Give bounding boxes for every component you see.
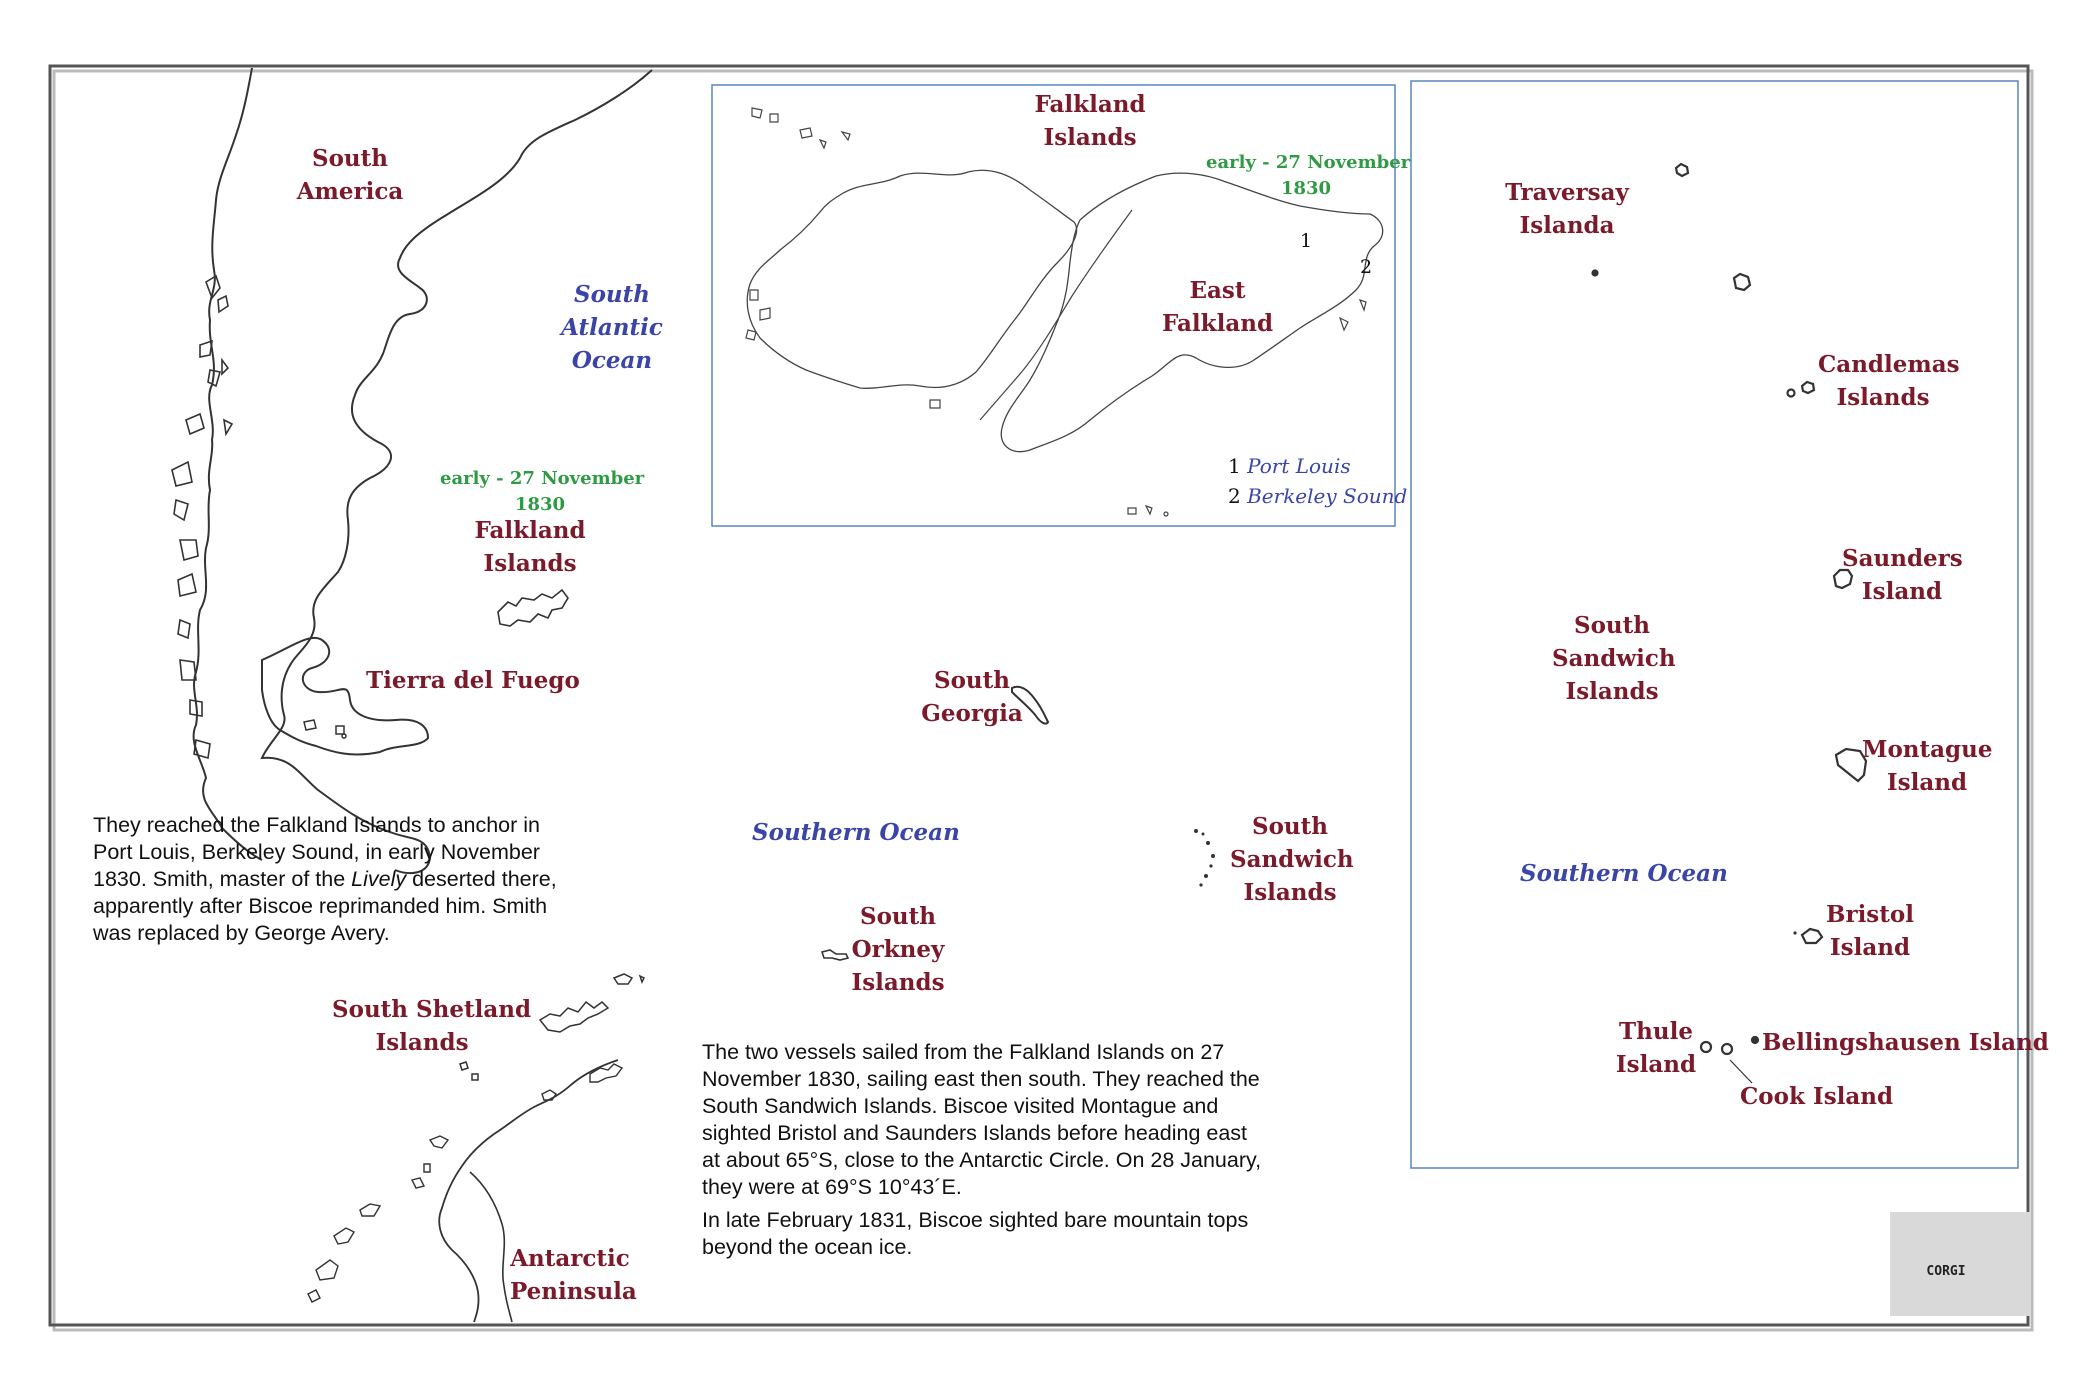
legend-item-berkeley-sound [1228, 481, 1407, 511]
bristol-line-2: Island [1829, 934, 1911, 961]
falkland-main-line-2: Islands [483, 550, 577, 577]
east-falkland-line-2: Falkland [1161, 310, 1274, 337]
falkland-inset-line-2: Islands [1043, 124, 1137, 151]
falklands-narrative-paragraph [93, 812, 563, 947]
label-south-sandwich-inset [1552, 609, 1676, 708]
chile-coast [194, 68, 262, 860]
traversay-dot [1593, 271, 1598, 276]
falkland-main-line-1: Falkland [474, 517, 586, 544]
label-southern-ocean-main [752, 816, 960, 849]
sandwich-dots-main [1194, 829, 1215, 887]
falklands-date-inset-line-1: early - 27 November [1206, 152, 1411, 173]
south-sandwich-inset-line-2: Sandwich [1552, 645, 1676, 672]
south-atlantic-line-3: Ocean [571, 347, 653, 374]
corgi-logo-background [1890, 1212, 2031, 1316]
falklands-small-shape [498, 590, 568, 626]
south-orkney-line-2: Orkney [851, 936, 945, 963]
south-shetland-line-1: South Shetland [332, 996, 532, 1023]
label-montague [1862, 733, 1992, 799]
fuego-islets [304, 720, 346, 738]
south-orkney-line-3: Islands [851, 969, 945, 996]
south-atlantic-line-2: Atlantic [561, 314, 663, 341]
label-bristol [1810, 898, 1930, 964]
candlemas-line-2: Islands [1836, 384, 1930, 411]
candlemas-line-1: Candlemas [1818, 351, 1960, 378]
label-south-america [290, 142, 410, 208]
south-orkney-line-1: South [859, 903, 937, 930]
sandwich-inset-border [1411, 81, 2049, 1168]
south-atlantic-line-1: South [573, 281, 651, 308]
legend-num-1: 1 [1228, 454, 1241, 478]
label-south-atlantic-ocean [552, 278, 672, 377]
south-america-line-1: South [311, 145, 389, 172]
southern-ocean-main-text: Southern Ocean [752, 819, 960, 846]
cook-island-text: Cook Island [1740, 1083, 1894, 1110]
zavodovski-island [1676, 164, 1688, 176]
label-thule [1606, 1015, 1706, 1081]
label-south-shetland [332, 993, 532, 1059]
falklands-date-inset-line-2: 1830 [1280, 178, 1332, 199]
legend-num-2: 2 [1228, 484, 1241, 508]
label-candlemas [1818, 348, 1960, 414]
label-south-georgia [912, 664, 1032, 730]
label-south-orkney [838, 900, 958, 999]
peninsula-east-coast [470, 1172, 512, 1322]
tierra-del-fuego-text: Tierra del Fuego [366, 667, 580, 694]
falklands-date-inset [1206, 150, 1411, 202]
voyage-paragraph: The two vessels sailed from the Falkland Islands on 27 November 1830, sailing east then south. They reached the South Sandwich Islands. Biscoe visited Montague and sighted Bristol and Saunders Islands before heading east at about 65°S, close to the Antarctic Circle. On 28 January, they were at 69°S 10°43´E. [702, 1040, 1262, 1199]
falklands-date-main-line-1: early - 27 November [440, 468, 645, 489]
label-tierra-del-fuego [366, 664, 580, 697]
falklands-text-ship-name: Lively [351, 867, 407, 891]
montague-line-2: Island [1886, 769, 1968, 796]
antarctic-peninsula-line-2: Peninsula [510, 1278, 637, 1305]
falklands-date-main [440, 466, 645, 518]
voyage-narrative [702, 1039, 1262, 1267]
bristol-line-1: Bristol [1826, 901, 1914, 928]
cook-island [1722, 1044, 1732, 1054]
label-falkland-islands-inset [1030, 88, 1150, 154]
leskov-island [1734, 274, 1750, 290]
south-shetland-line-2: Islands [375, 1029, 469, 1056]
label-south-sandwich-main [1230, 810, 1354, 909]
thule-line-1: Thule [1619, 1018, 1693, 1045]
south-sandwich-inset-line-3: Islands [1565, 678, 1659, 705]
montague-line-1: Montague [1862, 736, 1993, 763]
west-falkland-coast [747, 170, 1076, 388]
east-falkland-line-1: East [1189, 277, 1246, 304]
falklands-date-main-line-2: 1830 [514, 494, 566, 515]
south-sandwich-main-line-2: Sandwich [1230, 846, 1354, 873]
south-sandwich-main-line-3: Islands [1243, 879, 1337, 906]
marker-berkeley-sound: 2 [1360, 256, 1373, 278]
label-antarctic-peninsula [510, 1242, 637, 1308]
label-saunders [1842, 542, 1962, 608]
falklands-text-before: They reached the Falkland Islands to anchor in Port Louis, Berkeley Sound, in early November 1830. Smith, master of the [93, 813, 540, 891]
legend-item-port-louis [1228, 451, 1351, 481]
traversay-line-1: Traversay [1505, 179, 1629, 206]
falklands-text-after: deserted there, apparently after Biscoe reprimanded him. Smith was replaced by George Avery. [93, 867, 557, 945]
ice-paragraph: In late February 1831, Biscoe sighted bare mountain tops beyond the ocean ice. [702, 1208, 1249, 1259]
candlemas-island [1802, 382, 1814, 393]
falkland-sound-line [980, 210, 1132, 420]
label-east-falkland [1160, 274, 1275, 340]
southern-ocean-inset-text: Southern Ocean [1520, 860, 1728, 887]
corgi-logo-text: CORGI [1926, 1264, 1966, 1279]
legend-name-berkeley-sound: Berkeley Sound [1247, 484, 1408, 508]
saunders-line-2: Island [1861, 578, 1943, 605]
thule-line-2: Island [1615, 1051, 1697, 1078]
label-bellingshausen [1762, 1026, 2049, 1059]
label-southern-ocean-inset [1520, 857, 1728, 890]
south-sandwich-inset-line-1: South [1573, 612, 1651, 639]
bristol-islet [1793, 931, 1796, 934]
vindication-island [1788, 390, 1795, 397]
legend-name-port-louis: Port Louis [1247, 454, 1351, 478]
bellingshausen-island [1752, 1037, 1758, 1043]
south-georgia-line-1: South [933, 667, 1011, 694]
antarctic-peninsula-line-1: Antarctic [510, 1245, 630, 1272]
traversay-line-2: Islanda [1519, 212, 1615, 239]
bellingshausen-text: Bellingshausen Island [1762, 1029, 2049, 1056]
south-america-line-2: America [296, 178, 404, 205]
south-georgia-line-2: Georgia [921, 700, 1023, 727]
label-falkland-islands-main [465, 514, 595, 580]
falkland-inset-line-1: Falkland [1034, 91, 1146, 118]
south-sandwich-main-line-1: South [1251, 813, 1329, 840]
saunders-line-1: Saunders [1842, 545, 1963, 572]
marker-port-louis: 1 [1300, 230, 1313, 252]
chile-fjord-islands [172, 276, 232, 758]
label-traversay [1502, 176, 1632, 242]
label-cook-island [1740, 1080, 1894, 1113]
falklands-narrative [93, 812, 563, 953]
